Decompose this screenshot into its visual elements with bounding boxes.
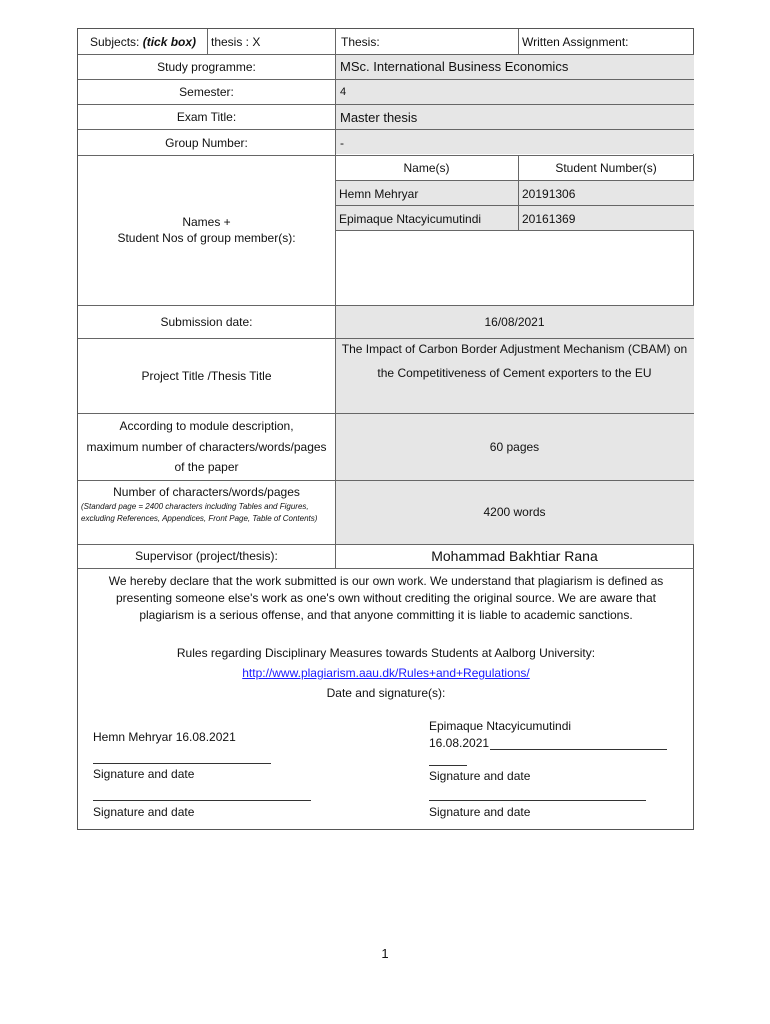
max-length-label-line1: According to module description, <box>119 419 294 433</box>
rules-text: Rules regarding Disciplinary Measures towards Students at Aalborg University: <box>176 646 596 660</box>
written-assignment-label: Written Assignment: <box>522 35 629 49</box>
submission-date-value[interactable]: 16/08/2021 <box>484 315 545 329</box>
word-count-label: Number of characters/words/pages <box>113 485 300 499</box>
declaration-line2: presenting someone else's work as one's own without crediting the original source. We are aware that <box>116 591 656 605</box>
project-title-label: Project Title /Thesis Title <box>141 369 272 383</box>
max-length-label-line3: of the paper <box>174 460 239 474</box>
signature-line[interactable] <box>93 763 271 764</box>
members-label-line1: Names + <box>182 215 231 229</box>
thesis-label: Thesis: <box>341 35 380 49</box>
signatory-right-date: 16.08.2021 <box>429 736 490 750</box>
member-name[interactable]: Epimaque Ntacyicumutindi <box>339 212 482 226</box>
supervisor-value[interactable]: Mohammad Bakhtiar Rana <box>431 548 598 564</box>
member-number[interactable]: 20161369 <box>522 212 576 226</box>
rules-link-row <box>78 665 694 681</box>
submission-date-label: Submission date: <box>160 315 253 329</box>
max-length-label-line2: maximum number of characters/words/pages <box>86 440 327 454</box>
member-name[interactable]: Hemn Mehryar <box>339 187 419 201</box>
word-count-note: (Standard page = 2400 characters including Tables and Figures, excluding References, Appendices, Front Page, Table of Contents) <box>81 502 318 523</box>
members-header-number: Student Number(s) <box>555 161 657 175</box>
word-count-value[interactable]: 4200 words <box>483 505 546 519</box>
members-label-line2: Student Nos of group member(s): <box>117 231 296 245</box>
subjects-label: Subjects: (tick box) <box>90 35 197 49</box>
declaration-line1: We hereby declare that the work submitted is our own work. We understand that plagiarism is defined as <box>108 574 664 588</box>
group-number-label: Group Number: <box>165 136 248 150</box>
member-number[interactable]: 20191306 <box>522 187 576 201</box>
exam-title-label: Exam Title: <box>176 110 237 124</box>
group-number-value[interactable]: - <box>340 136 344 150</box>
signature-line[interactable] <box>93 800 311 801</box>
semester-value[interactable]: 4 <box>340 86 347 98</box>
members-header-name: Name(s) <box>403 161 450 175</box>
signatory-right-name: Epimaque Ntacyicumutindi <box>429 719 572 733</box>
project-title-line2[interactable]: the Competitiveness of Cement exporters to the EU <box>377 366 652 380</box>
signature-label: Signature and date <box>429 769 531 783</box>
exam-title-value[interactable]: Master thesis <box>340 110 418 125</box>
date-signature-label: Date and signature(s): <box>326 686 446 700</box>
supervisor-label: Supervisor (project/thesis): <box>135 549 278 563</box>
signature-line[interactable] <box>429 765 467 766</box>
study-programme-label: Study programme: <box>157 60 256 74</box>
signatory-left-name: Hemn Mehryar 16.08.2021 <box>93 730 236 744</box>
exam-cover-form <box>77 28 694 830</box>
semester-label: Semester: <box>179 85 234 99</box>
thesis-tick-cell[interactable]: thesis : X <box>211 35 261 49</box>
signature-label: Signature and date <box>93 767 195 781</box>
signature-line[interactable] <box>429 800 646 801</box>
signature-line[interactable] <box>490 749 667 750</box>
project-title-line1[interactable]: The Impact of Carbon Border Adjustment Mechanism (CBAM) on <box>341 342 688 356</box>
signature-label: Signature and date <box>429 805 531 819</box>
rules-link[interactable]: http://www.plagiarism.aau.dk/Rules+and+Regulations/ <box>242 666 530 680</box>
declaration-line3: plagiarism is a serious offense, and that anyone committing it is liable to academic sanctions. <box>139 608 633 622</box>
study-programme-value[interactable]: MSc. International Business Economics <box>340 59 569 74</box>
page-number: 1 <box>381 946 389 961</box>
max-length-value[interactable]: 60 pages <box>489 440 540 454</box>
signature-label: Signature and date <box>93 805 195 819</box>
